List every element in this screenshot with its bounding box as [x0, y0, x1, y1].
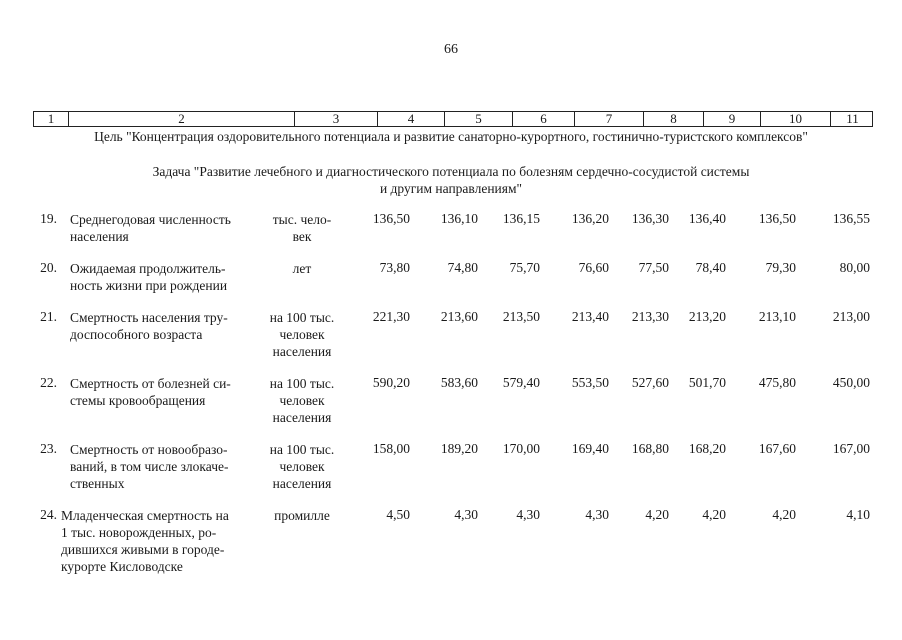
value-cell: 158,00	[372, 441, 410, 456]
header-cell: 8	[643, 112, 703, 126]
task-heading-line: и другим направлениям"	[379, 181, 523, 196]
value-cell: 213,40	[571, 309, 609, 324]
value-cell: 579,40	[502, 375, 540, 390]
row-number: 24.	[40, 507, 57, 522]
unit-line: лет	[292, 261, 312, 276]
unit-line: век	[292, 229, 312, 244]
header-cell: 11	[830, 112, 874, 126]
indicator-line: Смертность населения тру-	[70, 310, 228, 325]
value-cell: 213,60	[440, 309, 478, 324]
header-cell: 9	[703, 112, 760, 126]
indicator-line: доспособного возраста	[70, 327, 203, 342]
value-cell: 221,30	[372, 309, 410, 324]
unit-line: человек	[279, 459, 325, 474]
value-cell: 136,40	[688, 211, 726, 226]
unit-line: на 100 тыс.	[269, 442, 335, 457]
value-cell: 4,50	[386, 507, 410, 522]
header-cell: 2	[68, 112, 294, 126]
value-cell: 475,80	[758, 375, 796, 390]
value-cell: 136,30	[631, 211, 669, 226]
indicator-line: ственных	[70, 476, 125, 491]
row-number: 22.	[40, 375, 57, 390]
task-heading	[0, 163, 902, 197]
unit-line: человек	[279, 393, 325, 408]
value-cell: 74,80	[447, 260, 478, 275]
value-cell: 78,40	[695, 260, 726, 275]
value-cell: 168,80	[631, 441, 669, 456]
indicator-line: дившихся живыми в городе-	[61, 542, 225, 557]
page-number: 66	[444, 42, 458, 57]
unit-line: человек	[279, 327, 325, 342]
indicator-line: ность жизни при рождении	[70, 278, 228, 293]
value-cell: 189,20	[440, 441, 478, 456]
value-cell: 136,55	[832, 211, 870, 226]
value-cell: 4,20	[772, 507, 796, 522]
value-cell: 213,00	[832, 309, 870, 324]
unit-line: промилле	[274, 508, 330, 523]
value-cell: 80,00	[839, 260, 870, 275]
value-cell: 4,30	[585, 507, 609, 522]
unit-line: на 100 тыс.	[269, 310, 335, 325]
value-cell: 583,60	[440, 375, 478, 390]
unit-line: населения	[272, 410, 332, 425]
value-cell: 213,10	[758, 309, 796, 324]
value-cell: 75,70	[509, 260, 540, 275]
indicator-line: Смертность от новообразо-	[70, 442, 228, 457]
value-cell: 527,60	[631, 375, 669, 390]
unit-line: тыс. чело-	[272, 212, 332, 227]
indicator-line: 1 тыс. новорожденных, ро-	[61, 525, 217, 540]
row-number: 19.	[40, 211, 57, 226]
value-cell: 167,00	[832, 441, 870, 456]
value-cell: 170,00	[502, 441, 540, 456]
unit-line: на 100 тыс.	[269, 376, 335, 391]
value-cell: 213,50	[502, 309, 540, 324]
value-cell: 168,20	[688, 441, 726, 456]
indicator-line: стемы кровообращения	[70, 393, 206, 408]
value-cell: 450,00	[832, 375, 870, 390]
header-cell: 5	[444, 112, 512, 126]
goal-heading: Цель "Концентрация оздоровительного потенциала и развитие санаторно-курортного, гостинично-туристского комплексов"	[94, 129, 808, 144]
value-cell: 4,30	[454, 507, 478, 522]
table-header-row	[33, 111, 873, 127]
header-cell: 10	[760, 112, 830, 126]
indicator-line: Смертность от болезней си-	[70, 376, 231, 391]
value-cell: 553,50	[571, 375, 609, 390]
value-cell: 4,30	[516, 507, 540, 522]
unit-line: населения	[272, 344, 332, 359]
value-cell: 169,40	[571, 441, 609, 456]
indicator-line: курорте Кисловодске	[61, 559, 183, 574]
value-cell: 167,60	[758, 441, 796, 456]
header-cell: 4	[377, 112, 444, 126]
row-number: 20.	[40, 260, 57, 275]
indicator-line: ваний, в том числе злокаче-	[70, 459, 229, 474]
row-number: 23.	[40, 441, 57, 456]
unit-line: населения	[272, 476, 332, 491]
value-cell: 590,20	[372, 375, 410, 390]
value-cell: 136,50	[372, 211, 410, 226]
value-cell: 76,60	[578, 260, 609, 275]
header-cell: 3	[294, 112, 377, 126]
indicator-line: Ожидаемая продолжитель-	[70, 261, 226, 276]
value-cell: 213,20	[688, 309, 726, 324]
value-cell: 136,20	[571, 211, 609, 226]
task-heading-line: Задача "Развитие лечебного и диагностического потенциала по болезням сердечно-сосудистой системы	[152, 164, 750, 179]
value-cell: 501,70	[688, 375, 726, 390]
header-cell: 6	[512, 112, 574, 126]
value-cell: 77,50	[638, 260, 669, 275]
value-cell: 213,30	[631, 309, 669, 324]
value-cell: 4,20	[645, 507, 669, 522]
value-cell: 79,30	[765, 260, 796, 275]
indicator-line: населения	[70, 229, 129, 244]
row-number: 21.	[40, 309, 57, 324]
value-cell: 4,20	[702, 507, 726, 522]
header-cell: 1	[47, 111, 55, 126]
header-cell: 7	[574, 112, 643, 126]
indicator-line: Младенческая смертность на	[61, 508, 229, 523]
value-cell: 136,50	[758, 211, 796, 226]
indicator-line: Среднегодовая численность	[70, 212, 231, 227]
value-cell: 73,80	[379, 260, 410, 275]
value-cell: 136,15	[502, 211, 540, 226]
value-cell: 4,10	[846, 507, 870, 522]
value-cell: 136,10	[440, 211, 478, 226]
